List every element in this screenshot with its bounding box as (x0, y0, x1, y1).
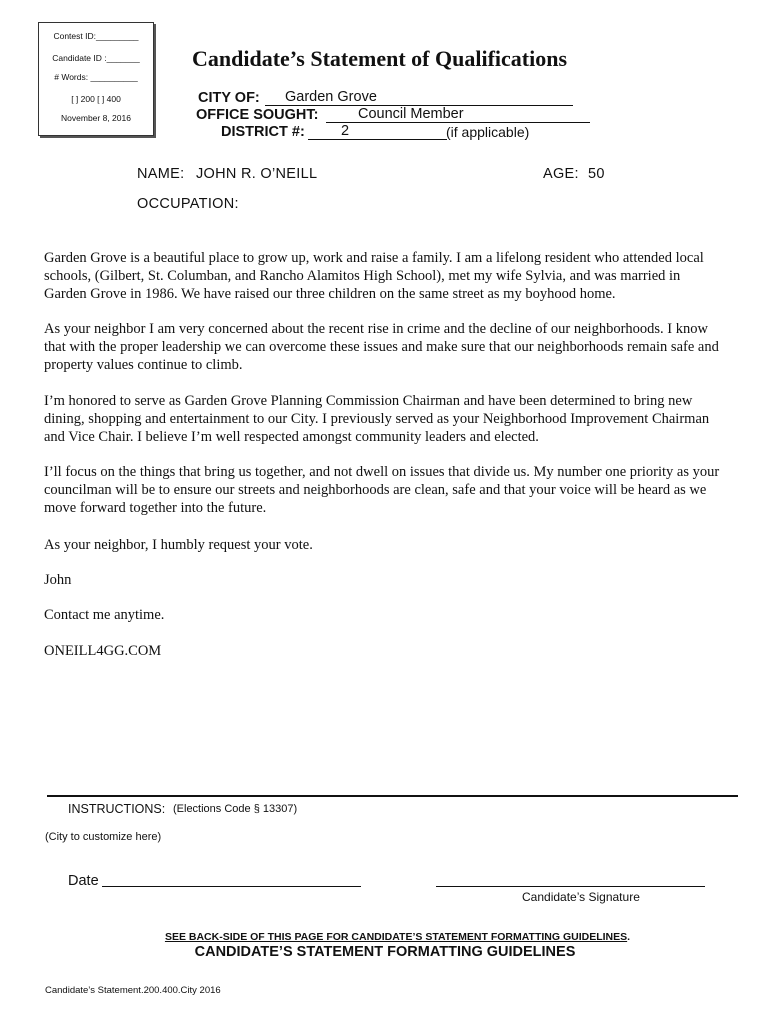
statement-paragraph-4: I’ll focus on the things that bring us together, and not dwell on issues that divide us. My number one priority as your councilman will be to ensure our streets and neighborhoods are clean, safe and that your voice will be heard as we move forward together into the future. (44, 464, 720, 516)
age-label: AGE: (543, 166, 579, 182)
city-field: Garden Grove (265, 90, 573, 106)
instructions-label: INSTRUCTIONS: (68, 802, 166, 816)
page-title: Candidate’s Statement of Qualifications (192, 46, 568, 71)
form-identifier: Candidate’s Statement.200.400.City 2016 (45, 985, 221, 996)
district-label: DISTRICT #: (221, 124, 305, 140)
signature-label: Candidate’s Signature (522, 890, 640, 904)
see-back-notice (0, 931, 770, 943)
candidate-age: 50 (588, 166, 605, 182)
name-label: NAME: (137, 166, 185, 182)
date-label: Date (68, 873, 99, 889)
statement-paragraph-5: As your neighbor, I humbly request your vote. (44, 537, 313, 553)
city-customize-note: (City to customize here) (45, 831, 162, 843)
district-field: 2 (308, 124, 447, 140)
office-label: OFFICE SOUGHT: (196, 107, 319, 123)
district-note: (if applicable) (446, 124, 530, 140)
election-date: November 8, 2016 (61, 113, 131, 123)
statement-paragraph-2: As your neighbor I am very concerned about the recent rise in crime and the decline of our neighborhoods. I know that with the proper leadership we can overcome these issues and make sure that our neighborhoods remain safe and property values continue to climb. (44, 321, 719, 373)
contest-id-field: Contest ID:_________ (53, 31, 139, 41)
see-back-period: . (627, 931, 631, 943)
city-label: CITY OF: (198, 90, 260, 106)
guidelines-title: CANDIDATE’S STATEMENT FORMATTING GUIDELINES (194, 944, 576, 960)
signature-line (436, 886, 705, 887)
instructions-divider (47, 795, 738, 797)
occupation-label: OCCUPATION: (137, 196, 239, 212)
office-field: Council Member (326, 107, 590, 123)
statement-paragraph-1: Garden Grove is a beautiful place to grow up, work and raise a family. I am a lifelong resident who attended local schools, (Gilbert, St. Columban, and Rancho Alamitos High School), met my wife Sylvia, and was married in Garden Grove in 1986. We have raised our three children on the same street as my boyhood home. (44, 250, 704, 302)
contest-id-box (38, 22, 154, 136)
statement-paragraph-3: I’m honored to serve as Garden Grove Planning Commission Chairman and have been determined to bring new dining, shopping and entertainment to our City. I previously served as your Neighborhood Improvement Chairman and Vice Chair. I believe I’m well respected amongst community leaders and elected. (44, 393, 710, 445)
word-limit-options: [ ] 200 [ ] 400 (71, 94, 121, 104)
date-line (102, 886, 361, 887)
see-back-text: SEE BACK-SIDE OF THIS PAGE FOR CANDIDATE’S STATEMENT FORMATTING GUIDELINES (164, 931, 628, 943)
campaign-website: ONEILL4GG.COM (44, 643, 162, 659)
statement-contact: Contact me anytime. (44, 607, 165, 623)
candidate-name: JOHN R. O’NEILL (196, 166, 318, 182)
statement-signoff: John (44, 572, 72, 588)
elections-code: (Elections Code § 13307) (173, 803, 298, 815)
candidate-id-field: Candidate ID :_______ (52, 53, 140, 63)
word-count-field: # Words: __________ (54, 72, 138, 82)
